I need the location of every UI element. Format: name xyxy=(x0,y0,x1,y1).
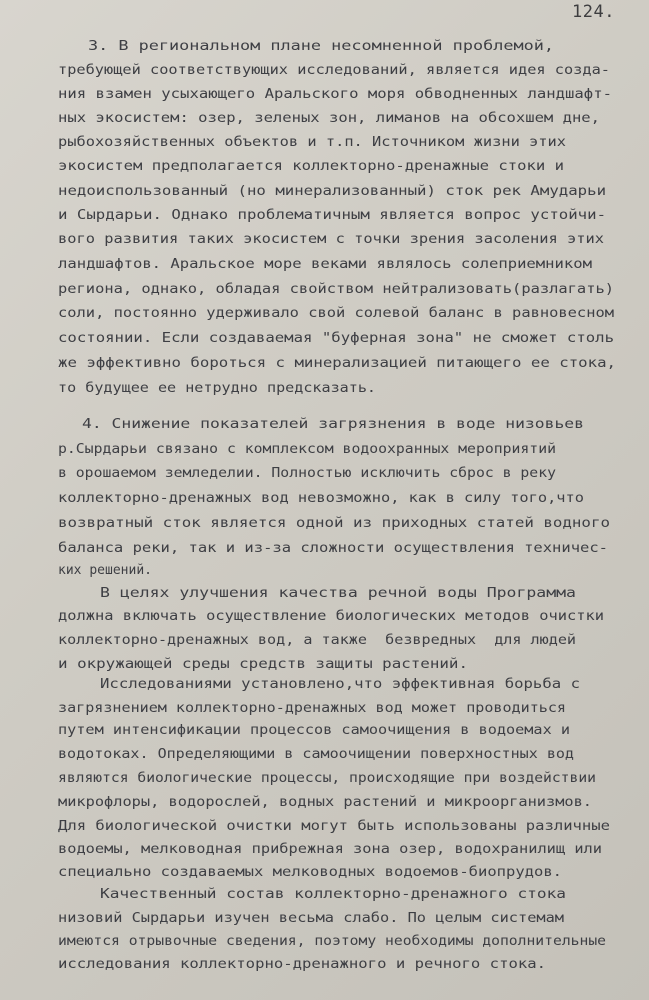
text-line: ных экосистем: озер, зеленых зон, лиманов на обсохшем дне, xyxy=(58,110,600,126)
text-line: р.Сырдарьи связано с комплексом водоохранных мероприятий xyxy=(58,441,556,457)
text-line: 4. Снижение показателей загрязнения в воде низовьев xyxy=(82,416,584,432)
text-line: микрофлоры, водорослей, водных растений и микроорганизмов. xyxy=(58,794,593,810)
text-line: исследования коллекторно-дренажного и речного стока. xyxy=(58,956,546,972)
text-line: региона, однако, обладая свойством нейтрализовать(разлагать) xyxy=(58,281,614,297)
text-line: низовий Сырдарьи изучен весьма слабо. По целым системам xyxy=(58,910,564,926)
text-line: и Сырдарьи. Однако проблематичным является вопрос устойчи- xyxy=(58,207,607,223)
text-line: являются биологические процессы, происходящие при воздействии xyxy=(58,770,596,786)
text-line: должна включать осуществление биологических методов очистки xyxy=(58,608,605,624)
text-line: Для биологической очистки могут быть использованы различные xyxy=(58,818,610,834)
text-line: и окружающей среды средств защиты растений. xyxy=(58,656,468,672)
text-line: В целях улучшения качества речной воды Программа xyxy=(100,585,576,601)
text-line: вого развития таких экосистем с точки зрения засоления этих xyxy=(58,231,605,247)
text-line: экосистем предполагается коллекторно-дренажные стоки и xyxy=(58,158,565,174)
text-line: ландшафтов. Аральское море веками являлось солеприемником xyxy=(58,256,593,272)
page-number: 124. xyxy=(572,2,615,22)
text-line: водоемы, мелководная прибрежная зона озер, водохранилищ или xyxy=(58,841,603,857)
text-line: Качественный состав коллекторно-дренажного стока xyxy=(100,886,567,902)
text-line: рыбохозяйственных объектов и т.п. Источником жизни этих xyxy=(58,134,566,150)
text-line: путем интенсификации процессов самоочищения в водоемах и xyxy=(58,722,571,738)
text-line: имеются отрывочные сведения, поэтому необходимы дополнительные xyxy=(58,933,607,949)
text-line: то будущее ее нетрудно предсказать. xyxy=(58,380,377,396)
text-line: состоянии. Если создаваемая "буферная зона" не сможет столь xyxy=(58,330,615,346)
text-line: баланса реки, так и из-за сложности осуществления техничес- xyxy=(58,540,608,556)
text-line: водотоках. Определяющими в самоочищении поверхностных вод xyxy=(58,746,574,762)
text-line: ния взамен усыхающего Аральского моря обводненных ландшафт- xyxy=(58,86,612,102)
text-line: 3. В региональном плане несомненной проблемой, xyxy=(88,38,555,54)
text-line: Исследованиями установлено,что эффективная борьба с xyxy=(100,676,581,692)
text-line: соли, постоянно удерживало свой солевой баланс в равновесном xyxy=(58,305,614,321)
text-line: загрязнением коллекторно-дренажных вод может проводиться xyxy=(58,700,567,716)
text-line: коллекторно-дренажных вод невозможно, как в силу того,что xyxy=(58,490,584,506)
text-line: в орошаемом земледелии. Полностью исключить сброс в реку xyxy=(58,465,556,481)
text-line: требующей соответствующих исследований, является идея созда- xyxy=(58,62,610,78)
text-line: же эффективно бороться с минерализацией питающего ее стока, xyxy=(58,355,617,371)
text-line: коллекторно-дренажных вод, а также безвредных для людей xyxy=(58,632,577,648)
text-line: возвратный сток является одной из приходных статей водного xyxy=(58,515,610,531)
text-line: недоиспользованный (но минерализованный) сток рек Амударьи xyxy=(58,183,607,199)
text-line: ких решений. xyxy=(58,562,152,578)
text-line: специально создаваемых мелководных водоемов-биопрудов. xyxy=(58,864,563,880)
